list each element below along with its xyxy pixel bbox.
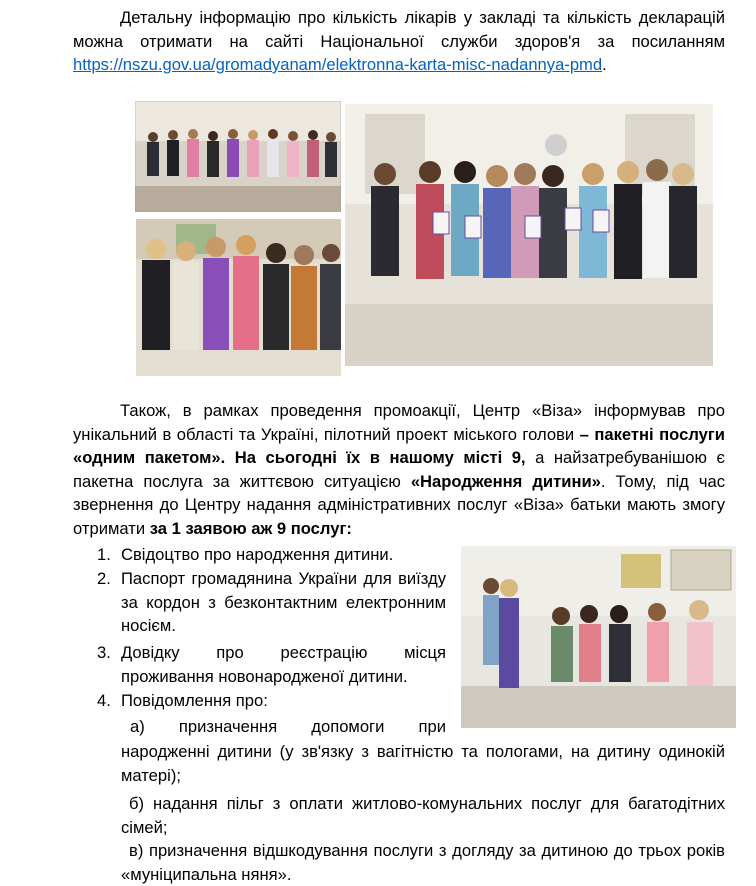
sub-item-c-text: в) призначення відшкодування послуги з догляду за дитиною до трьох років «муніципальна няня». xyxy=(121,841,725,884)
group-photo-1 xyxy=(135,101,341,212)
intro-text: Детальну інформацію про кількість лікарів у закладі та кількість декларацій можна отримати на сайті Національної служби здоров'я за посиланням xyxy=(73,8,725,51)
promo-bold-3: за 1 заявою аж 9 послуг: xyxy=(149,518,352,538)
list-number: 2. xyxy=(97,569,111,588)
sub-item-a-prefix: а) xyxy=(130,717,145,736)
sub-item-b-text: б) надання пільг з оплати житлово-комунальних послуг для багатодітних сімей; xyxy=(121,794,725,837)
promo-bold-2: «Народження дитини» xyxy=(410,471,601,491)
list-number: 1. xyxy=(97,545,111,564)
promo-bold-1: – пакетні послуги «одним пакетом». На сьогодні їх в нашому місті 9, xyxy=(73,424,725,467)
promo-text-2: а найзатребуванішою є пакетна послуга за життєвою ситуацією xyxy=(73,448,725,491)
sub-item-a-text: народженні дитини (у зв'язку з вагітністю та пологами, на дитину одинокій матері); xyxy=(121,742,725,785)
list-number: 4. xyxy=(97,691,111,710)
list-item-2 xyxy=(97,567,446,638)
intro-paragraph xyxy=(73,6,725,77)
promo-paragraph xyxy=(73,399,725,540)
group-photo-2 xyxy=(345,104,713,366)
promo-text-1: Також, в рамках проведення промоакції, Центр «Віза» інформував про унікальний в області та Україні, пілотний проект міського голови xyxy=(73,401,725,444)
sub-item-a-word: при xyxy=(418,717,446,736)
promo-text-3: . Тому, під час звернення до Центру надання адміністративних послуг «Віза» батьки мають змогу отримати xyxy=(73,471,726,538)
list-number: 3. xyxy=(97,643,111,662)
list-item-text: Повідомлення про: xyxy=(121,691,268,710)
sub-item-c xyxy=(121,839,725,886)
list-item-text: Паспорт громадянина України для виїзду за кордон з безконтактним електронним носієм. xyxy=(121,569,446,635)
nszu-link[interactable]: https://nszu.gov.ua/gromadyanam/elektronna-karta-misc-nadannya-pmd xyxy=(73,55,603,74)
waiting-room-photo xyxy=(461,546,736,728)
sub-item-a-rest xyxy=(121,740,725,787)
sub-item-b xyxy=(121,792,725,839)
list-item-text: Довідку про реєстрацію місця проживання новонародженої дитини. xyxy=(121,643,446,686)
intro-end: . xyxy=(602,55,607,74)
list-item-1 xyxy=(97,543,417,567)
sub-item-a-line1 xyxy=(130,715,446,739)
list-item-text: Свідоцтво про народження дитини. xyxy=(121,545,394,564)
group-photo-3 xyxy=(136,219,341,376)
sub-item-a-word: допомоги xyxy=(311,717,385,736)
sub-item-a-word: призначення xyxy=(178,717,278,736)
list-item-4 xyxy=(97,689,446,713)
list-item-3 xyxy=(97,641,446,688)
